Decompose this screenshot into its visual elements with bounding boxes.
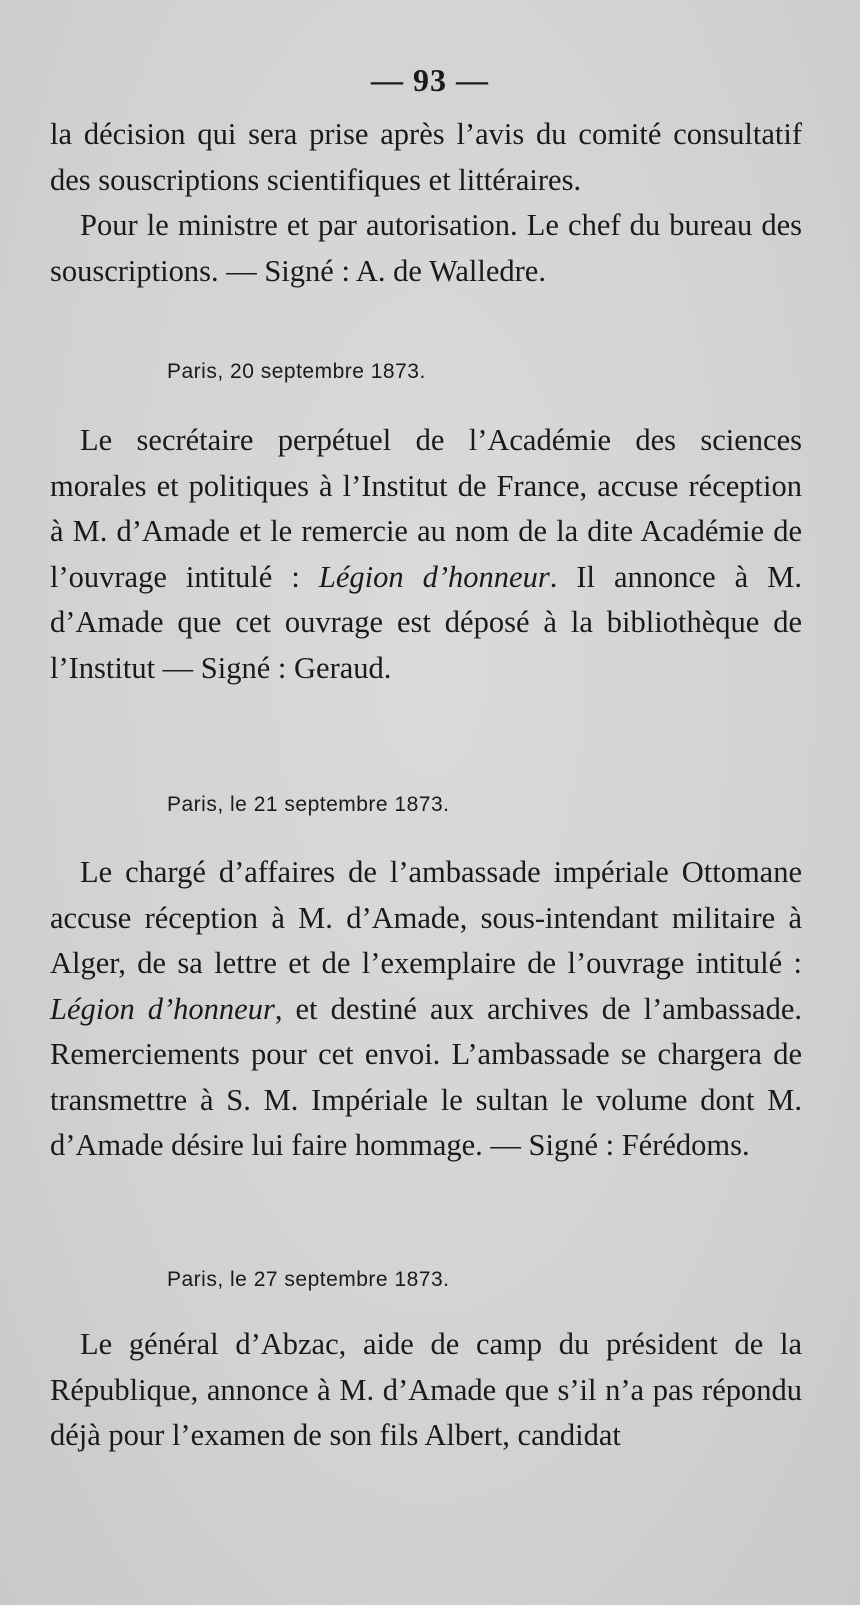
- paragraph-text: Le secrétaire perpétuel de l’Académie des sciences morales et politiques à l’Institut de France, accuse réception à M. d’Amade et le remercie au nom de la dite Académie de l’ouvrage intitulé :: [50, 423, 802, 594]
- paragraph: [50, 418, 802, 691]
- letter-text: [50, 850, 802, 1169]
- paragraph: la décision qui sera prise après l’avis du comité consultatif des souscriptions scientifiques et littéraires.: [50, 117, 802, 197]
- dateline: Paris, le 27 septembre 1873.: [167, 1268, 450, 1291]
- book-title: Légion d’honneur: [318, 559, 550, 594]
- dateline: Paris, 20 septembre 1873.: [167, 360, 426, 383]
- book-title: Légion d’honneur: [50, 991, 275, 1026]
- letter-text: [50, 418, 802, 691]
- paragraph-text: , et destiné aux archives de l’ambassade. Remerciements pour cet envoi. L’ambassade se chargera de transmettre à S. M. Impériale le sultan le volume dont M. d’Amade désire lui faire hommage. — Signé : Férédoms.: [50, 991, 802, 1162]
- paragraph: Pour le ministre et par autorisation. Le chef du bureau des souscriptions. — Signé : A. de Walledre.: [50, 208, 802, 288]
- paragraph: [50, 850, 802, 1169]
- paragraph-text: Le chargé d’affaires de l’ambassade impériale Ottomane accuse réception à M. d’Amade, sous-intendant militaire à Alger, de sa lettre et de l’exemplaire de l’ouvrage intitulé :: [50, 855, 802, 980]
- continued-letter-text: [50, 112, 802, 294]
- dateline: Paris, le 21 septembre 1873.: [167, 793, 450, 816]
- page-number: — 93 —: [371, 62, 489, 98]
- letter-text: [50, 1322, 802, 1459]
- paragraph-text: . Il annonce à M. d’Amade que cet ouvrage est déposé à la bibliothèque de l’Institut — Signé : Geraud.: [50, 559, 802, 685]
- paragraph: Le général d’Abzac, aide de camp du président de la République, annonce à M. d’Amade que s’il n’a pas répondu déjà pour l’examen de son fils Albert, candidat: [50, 1327, 802, 1452]
